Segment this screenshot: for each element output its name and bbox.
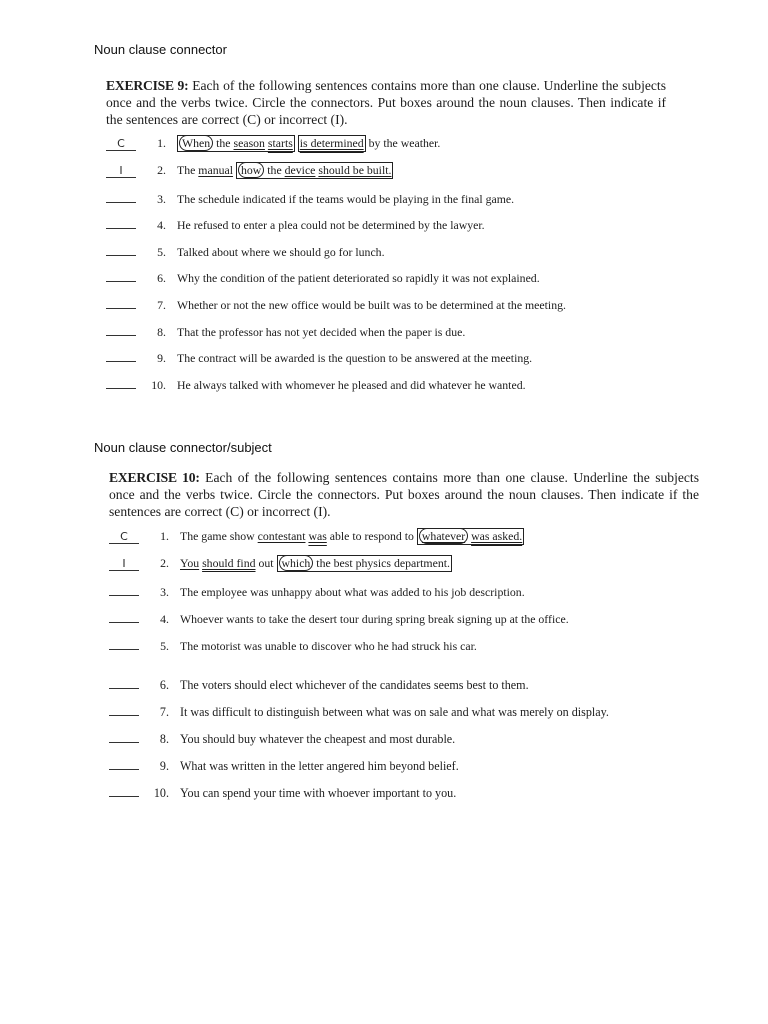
exercise-10-item-10 xyxy=(109,784,699,811)
exercise-9-items xyxy=(106,136,666,402)
answer-blank: C xyxy=(109,531,139,544)
item-sentence xyxy=(177,163,393,178)
exercise-10-item-7 xyxy=(109,703,699,730)
item-sentence: You should buy whatever the cheapest and most durable. xyxy=(180,731,456,746)
item-number: 5. xyxy=(157,244,166,259)
noun-clause-box xyxy=(417,528,524,545)
verb-box xyxy=(298,135,366,152)
connector-circle: whatever xyxy=(419,528,468,544)
exercise-9 xyxy=(106,78,666,402)
exercise-9-item-9 xyxy=(106,349,666,376)
item-number: 10. xyxy=(151,377,166,392)
exercise-10-instructions xyxy=(109,470,699,520)
item-sentence: Whether or not the new office would be built was to be determined at the meeting. xyxy=(177,297,566,312)
exercise-9-item-5 xyxy=(106,243,666,270)
item-sentence: The schedule indicated if the teams would be playing in the final game. xyxy=(177,191,515,206)
subject-underline: season xyxy=(233,136,265,151)
exercise-10 xyxy=(109,470,699,810)
exercise-9-item-8 xyxy=(106,323,666,350)
item-number: 7. xyxy=(159,705,169,720)
connector-circle: how xyxy=(238,162,264,178)
answer-blank xyxy=(109,784,139,797)
subject-underline: You xyxy=(180,556,200,571)
item-sentence xyxy=(180,529,524,544)
item-sentence: The voters should elect whichever of the candidates seems best to them. xyxy=(180,678,529,693)
item-sentence xyxy=(177,136,440,151)
exercise-10-item-5 xyxy=(109,637,699,664)
exercise-9-item-6 xyxy=(106,269,666,296)
noun-clause-box xyxy=(236,162,393,179)
verb-underline: was xyxy=(308,529,327,544)
item-number: 2. xyxy=(157,162,166,177)
item-sentence: The contract will be awarded is the question to be answered at the meeting. xyxy=(177,351,533,366)
subject-underline: manual xyxy=(198,162,234,177)
item-number: 3. xyxy=(157,191,166,206)
exercise-10-item-6 xyxy=(109,676,699,703)
answer-blank: I xyxy=(109,558,139,571)
exercise-10-item-9 xyxy=(109,757,699,784)
item-sentence: He always talked with whomever he pleased and did whatever he wanted. xyxy=(177,377,526,392)
item-number: 2. xyxy=(160,556,169,571)
item-number: 7. xyxy=(157,297,166,312)
exercise-10-item-4 xyxy=(109,610,699,637)
answer-blank xyxy=(109,730,139,743)
item-number: 4. xyxy=(157,218,166,233)
answer-blank xyxy=(109,610,139,623)
exercise-10-title: EXERCISE 10: xyxy=(109,470,200,485)
exercise-9-item-2 xyxy=(106,163,666,190)
answer-blank: I xyxy=(106,165,136,178)
connector-circle: When xyxy=(179,135,213,151)
sentence-fragment: the best physics department. xyxy=(316,556,450,571)
exercise-9-item-3 xyxy=(106,190,666,217)
answer-blank xyxy=(106,190,136,203)
sentence-fragment: The game show xyxy=(180,529,255,544)
item-sentence: He refused to enter a plea could not be determined by the lawyer. xyxy=(177,218,485,233)
item-number: 8. xyxy=(159,731,169,746)
exercise-10-item-2 xyxy=(109,556,699,583)
answer-blank: C xyxy=(106,138,136,151)
item-number: 5. xyxy=(160,638,169,653)
verb-underline: starts xyxy=(267,136,293,151)
exercise-10-instructions-text: Each of the following sentences contains more than one clause. Underline the subjects once and the verbs twice. Circle the connectors. Put boxes around the noun clauses. Then indicate if the sentences are correct (C) or incorrect (I). xyxy=(109,470,699,519)
sentence-fragment: out xyxy=(258,556,274,571)
item-sentence: The employee was unhappy about what was added to his job description. xyxy=(180,584,525,599)
exercise-10-items xyxy=(109,529,699,810)
answer-blank xyxy=(109,757,139,770)
exercise-10-item-1 xyxy=(109,529,699,556)
answer-blank xyxy=(109,637,139,650)
item-number: 9. xyxy=(159,758,169,773)
verb-underline: is determined xyxy=(299,136,364,151)
answer-blank xyxy=(106,323,136,336)
exercise-9-item-1 xyxy=(106,136,666,163)
item-sentence: Talked about where we should go for lunch. xyxy=(177,244,385,259)
verb-underline: should find xyxy=(202,556,256,571)
subject-underline: contestant xyxy=(257,529,306,544)
verb-underline: should be built. xyxy=(318,162,392,177)
answer-blank xyxy=(106,296,136,309)
item-sentence: You can spend your time with whoever important to you. xyxy=(180,785,457,800)
item-sentence: Why the condition of the patient deteriorated so rapidly it was not explained. xyxy=(177,271,540,286)
item-number: 8. xyxy=(157,324,166,339)
item-number: 6. xyxy=(159,678,169,693)
item-number: 3. xyxy=(160,584,169,599)
item-sentence: That the professor has not yet decided when the paper is due. xyxy=(177,324,466,339)
exercise-9-item-7 xyxy=(106,296,666,323)
noun-clause-box xyxy=(277,555,452,572)
item-number: 10. xyxy=(153,785,169,800)
answer-blank xyxy=(109,703,139,716)
item-number: 1. xyxy=(157,136,166,151)
exercise-9-title: EXERCISE 9: xyxy=(106,78,189,93)
answer-blank xyxy=(106,243,136,256)
section-heading-noun-clause-connector-subject: Noun clause connector/subject xyxy=(94,440,272,455)
exercise-10-item-3 xyxy=(109,583,699,610)
verb-underline: was asked. xyxy=(471,529,523,544)
item-sentence: What was written in the letter angered him beyond belief. xyxy=(180,758,459,773)
answer-blank xyxy=(109,676,139,689)
exercise-9-item-4 xyxy=(106,216,666,243)
exercise-9-item-10 xyxy=(106,376,666,403)
item-sentence: The motorist was unable to discover who he had struck his car. xyxy=(180,638,477,653)
section-heading-noun-clause-connector: Noun clause connector xyxy=(94,42,227,57)
item-number: 4. xyxy=(160,611,169,626)
sentence-fragment: by the weather. xyxy=(368,136,441,151)
exercise-9-instructions xyxy=(106,78,666,128)
answer-blank xyxy=(106,216,136,229)
connector-circle: which xyxy=(279,555,314,571)
sentence-fragment: the xyxy=(267,162,282,177)
sentence-fragment: The xyxy=(177,162,196,177)
item-number: 6. xyxy=(157,271,166,286)
item-sentence xyxy=(180,556,452,571)
sentence-fragment: the xyxy=(216,136,231,151)
answer-blank xyxy=(109,583,139,596)
noun-clause-box xyxy=(177,135,295,152)
answer-blank xyxy=(106,376,136,389)
answer-blank xyxy=(106,269,136,282)
sentence-fragment: able to respond to xyxy=(329,529,414,544)
item-number: 9. xyxy=(157,351,166,366)
answer-blank xyxy=(106,349,136,362)
exercise-10-item-8 xyxy=(109,730,699,757)
item-sentence: Whoever wants to take the desert tour during spring break signing up at the office. xyxy=(180,611,569,626)
subject-underline: device xyxy=(284,162,316,177)
item-sentence: It was difficult to distinguish between what was on sale and what was merely on display. xyxy=(180,705,609,720)
exercise-9-instructions-text: Each of the following sentences contains more than one clause. Underline the subjects once and the verbs twice. Circle the connectors. Put boxes around the noun clauses. Then indicate if the sentences are correct (C) or incorrect (I). xyxy=(106,78,666,127)
item-number: 1. xyxy=(160,529,169,544)
